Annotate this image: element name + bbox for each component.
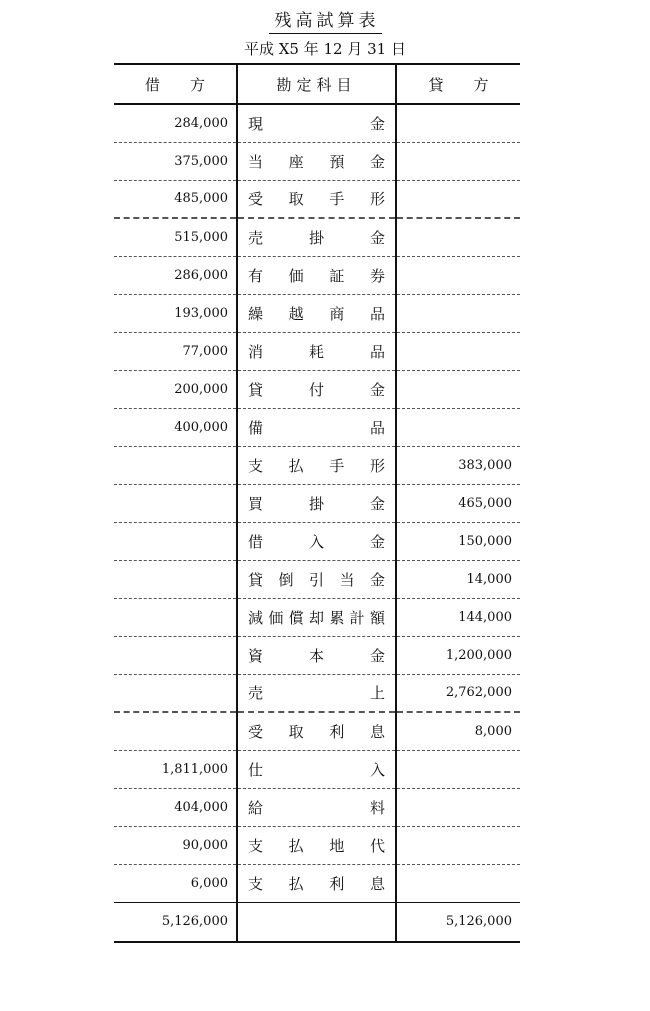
table-row	[114, 750, 520, 788]
table-row	[114, 370, 520, 408]
credit-amount	[396, 180, 520, 218]
account-name: 支 払 地 代	[248, 836, 385, 855]
debit-amount: 515,000	[114, 218, 237, 256]
table-row	[114, 674, 520, 712]
total-credit: 5,126,000	[396, 902, 520, 942]
account-name-cell	[237, 560, 396, 598]
account-name-cell	[237, 636, 396, 674]
table-row	[114, 332, 520, 370]
table-row	[114, 142, 520, 180]
table-row	[114, 788, 520, 826]
account-name: 有 価 証 券	[248, 266, 385, 285]
credit-amount: 2,762,000	[396, 674, 520, 712]
credit-amount	[396, 294, 520, 332]
credit-amount	[396, 218, 520, 256]
credit-amount	[396, 370, 520, 408]
account-name-cell	[237, 180, 396, 218]
debit-amount	[114, 598, 237, 636]
account-name: 減 価 償 却 累 計 額	[248, 608, 385, 627]
account-name-cell	[237, 294, 396, 332]
account-name-cell	[237, 446, 396, 484]
debit-amount: 200,000	[114, 370, 237, 408]
credit-amount	[396, 256, 520, 294]
total-account-cell	[237, 902, 396, 942]
account-name-cell	[237, 522, 396, 560]
table-row	[114, 256, 520, 294]
account-name-cell	[237, 142, 396, 180]
account-name-cell	[237, 712, 396, 750]
debit-amount	[114, 484, 237, 522]
debit-amount	[114, 522, 237, 560]
account-name-cell	[237, 484, 396, 522]
debit-amount	[114, 674, 237, 712]
account-name: 貸 倒 引 当 金	[248, 570, 385, 589]
account-name: 現 金	[248, 114, 385, 133]
credit-amount	[396, 826, 520, 864]
header-debit: 借方	[114, 64, 237, 104]
document-title	[0, 6, 650, 31]
debit-amount: 90,000	[114, 826, 237, 864]
credit-amount	[396, 788, 520, 826]
debit-amount: 404,000	[114, 788, 237, 826]
account-name-cell	[237, 598, 396, 636]
table-row	[114, 104, 520, 142]
debit-amount	[114, 712, 237, 750]
credit-amount: 1,200,000	[396, 636, 520, 674]
table-row	[114, 826, 520, 864]
table-row	[114, 408, 520, 446]
debit-amount: 193,000	[114, 294, 237, 332]
debit-amount: 400,000	[114, 408, 237, 446]
credit-amount: 465,000	[396, 484, 520, 522]
account-name: 支 払 利 息	[248, 874, 385, 893]
table-row	[114, 294, 520, 332]
account-name-cell	[237, 104, 396, 142]
credit-amount: 14,000	[396, 560, 520, 598]
table-row	[114, 636, 520, 674]
account-name: 売 上	[248, 684, 385, 703]
account-name-cell	[237, 218, 396, 256]
account-name: 備 品	[248, 418, 385, 437]
credit-amount: 150,000	[396, 522, 520, 560]
table-row	[114, 218, 520, 256]
table-row	[114, 522, 520, 560]
debit-amount: 6,000	[114, 864, 237, 902]
debit-amount: 375,000	[114, 142, 237, 180]
account-name: 給 料	[248, 798, 385, 817]
account-name: 借 入 金	[248, 532, 385, 551]
account-name: 消 耗 品	[248, 342, 385, 361]
total-debit: 5,126,000	[114, 902, 237, 942]
credit-amount: 383,000	[396, 446, 520, 484]
account-name: 繰 越 商 品	[248, 304, 385, 323]
debit-amount	[114, 636, 237, 674]
account-name: 当 座 預 金	[248, 152, 385, 171]
header-row	[114, 64, 520, 104]
credit-amount	[396, 332, 520, 370]
credit-amount	[396, 408, 520, 446]
debit-amount: 1,811,000	[114, 750, 237, 788]
debit-amount	[114, 560, 237, 598]
account-name-cell	[237, 750, 396, 788]
credit-amount	[396, 104, 520, 142]
account-name-cell	[237, 370, 396, 408]
account-name: 資 本 金	[248, 646, 385, 665]
trial-balance-table	[114, 63, 520, 943]
table-row	[114, 180, 520, 218]
table-row	[114, 446, 520, 484]
account-name: 売 掛 金	[248, 228, 385, 247]
table-row	[114, 712, 520, 750]
account-name-cell	[237, 408, 396, 446]
credit-amount: 8,000	[396, 712, 520, 750]
account-name-cell	[237, 864, 396, 902]
document-date: 平成 X5 年 12 月 31 日	[243, 40, 406, 58]
account-name: 受 取 利 息	[248, 722, 385, 741]
account-name: 貸 付 金	[248, 380, 385, 399]
credit-amount	[396, 864, 520, 902]
account-name: 仕 入	[248, 760, 385, 779]
title-text: 残高試算表	[269, 11, 382, 34]
account-name-cell	[237, 826, 396, 864]
total-row	[114, 902, 520, 942]
account-name: 買 掛 金	[248, 494, 385, 513]
table-row	[114, 598, 520, 636]
table-row	[114, 484, 520, 522]
account-name-cell	[237, 788, 396, 826]
account-name-cell	[237, 256, 396, 294]
header-account: 勘定科目	[237, 64, 396, 104]
credit-amount: 144,000	[396, 598, 520, 636]
account-name-cell	[237, 332, 396, 370]
table-row	[114, 864, 520, 902]
debit-amount: 284,000	[114, 104, 237, 142]
credit-amount	[396, 750, 520, 788]
account-name-cell	[237, 674, 396, 712]
debit-amount: 286,000	[114, 256, 237, 294]
debit-amount: 77,000	[114, 332, 237, 370]
credit-amount	[396, 142, 520, 180]
table-body	[114, 104, 520, 902]
debit-amount	[114, 446, 237, 484]
table-row	[114, 560, 520, 598]
header-credit: 貸方	[396, 64, 520, 104]
account-name: 支 払 手 形	[248, 456, 385, 475]
debit-amount: 485,000	[114, 180, 237, 218]
account-name: 受 取 手 形	[248, 190, 385, 209]
